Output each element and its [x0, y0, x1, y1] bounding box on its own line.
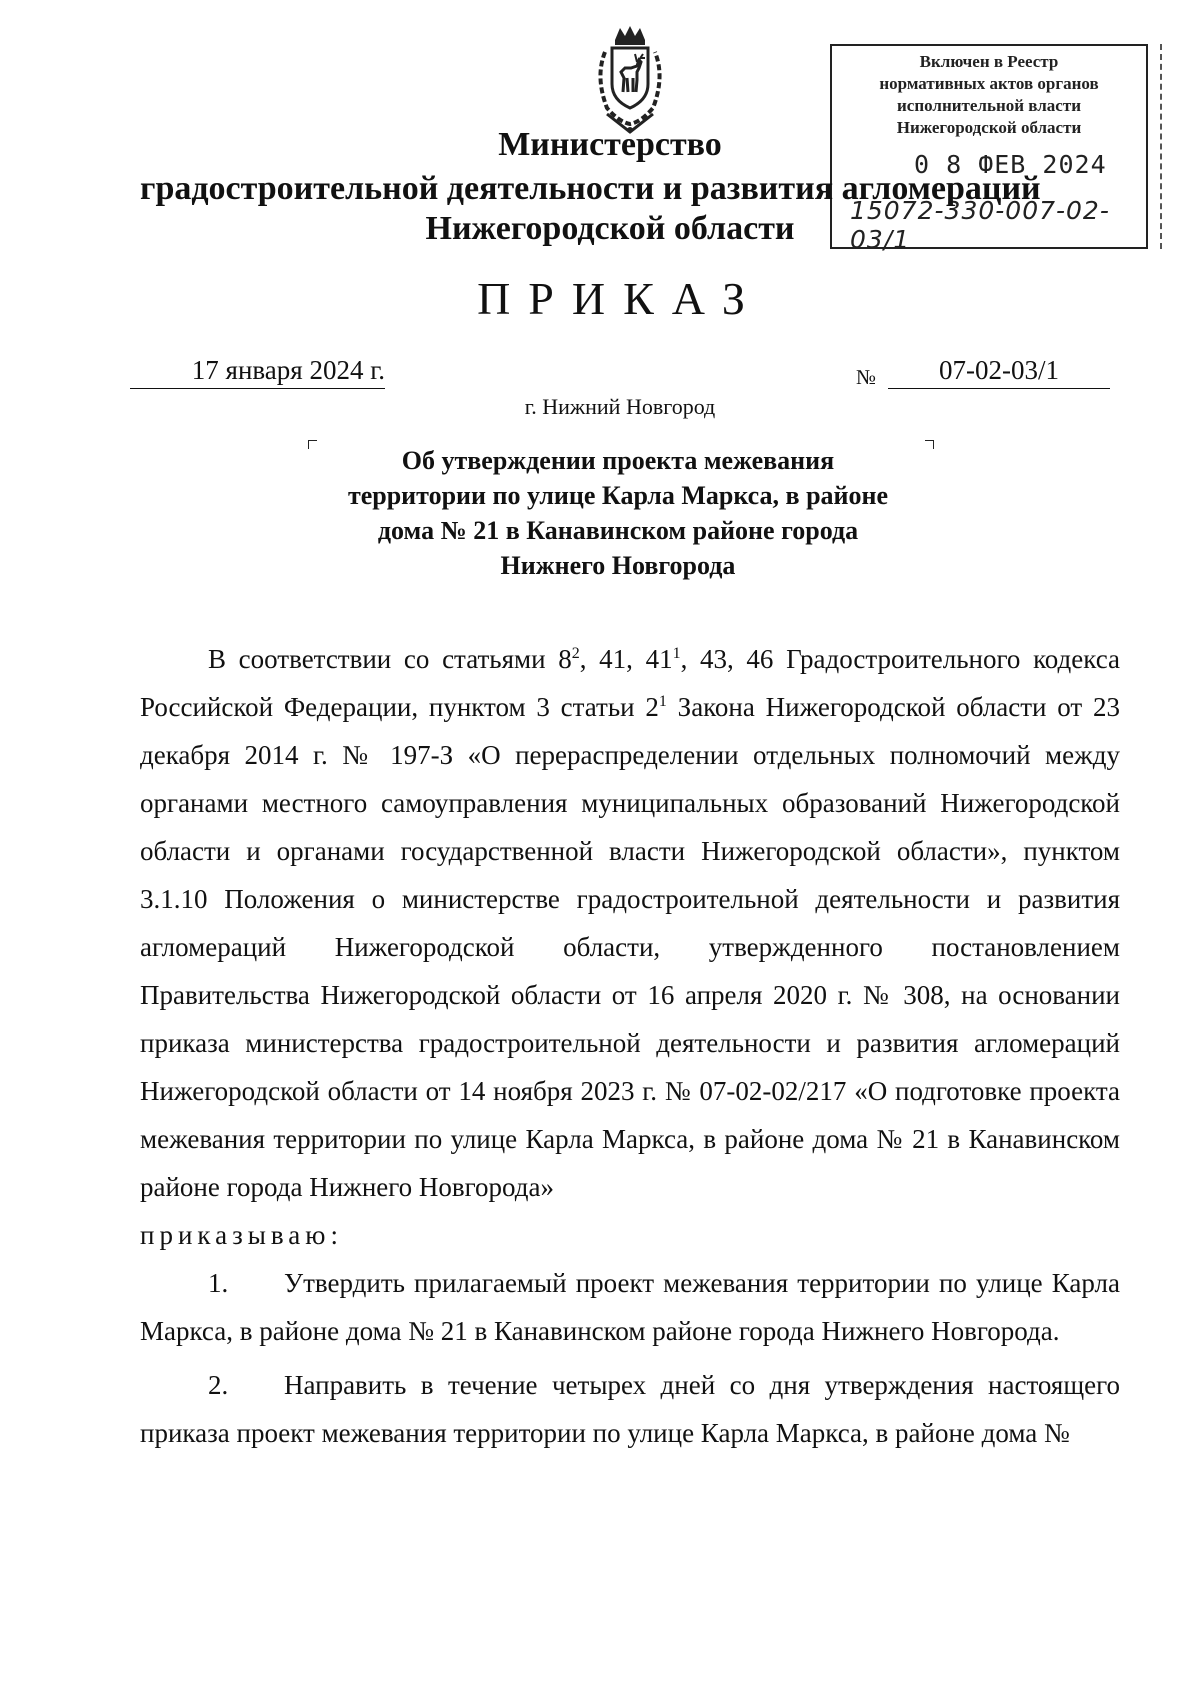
subject-line: территории по улице Карла Маркса, в районе [347, 481, 889, 510]
order-item-number: 1. [208, 1268, 229, 1298]
stamp-line: Нижегородской области [896, 118, 1082, 137]
order-item-number: 2. [208, 1370, 229, 1400]
order-item [140, 1361, 1120, 1457]
document-subject [0, 443, 1200, 583]
order-verb: приказываю: [140, 1220, 343, 1250]
order-item-text: Утвердить прилагаемый проект межевания территории по улице Карла Маркса, в районе дома № 21 в Канавинском районе города Нижнего Новгорода. [140, 1268, 1120, 1346]
stamp-line: нормативных актов органов [879, 74, 1099, 93]
order-item [140, 1259, 1120, 1355]
subject-line: Нижнего Новгорода [500, 551, 736, 580]
subject-line: дома № 21 в Канавинском районе города [377, 516, 859, 545]
number-sign: № [856, 365, 877, 389]
preamble-paragraph: В соответствии со статьями $8^2$, 41, $41^1$, 43, 46 Градостроительного кодекса Российской Федерации, пунктом 3 статьи $2^1$ Закона Нижегородской области от 23 декабря 2014 г. № 197-З «О перераспределении отдельных полномочий между органами местного самоуправления муниципальных образований Нижегородской области и органами государственной власти Нижегородской области», пунктом 3.1.10 Положения о министерстве градостроительной деятельности и развития агломераций Нижегородской области, утвержденного постановлением Правительства Нижегородской области от 16 апреля 2020 г. № 308, на основании приказа министерства градостроительной деятельности и развития агломераций Нижегородской области от 14 ноября 2023 г. № 07-02-02/217 «О подготовке проекта межевания территории по улице Карла Маркса, в районе дома № 21 в Канавинском районе города Нижнего Новгорода» [140, 644, 1120, 1202]
ministry-name-line1: Министерство [498, 126, 722, 163]
document-city: г. Нижний Новгород [524, 394, 716, 419]
document-body [140, 635, 1120, 1457]
ministry-name-line2: градостроительной деятельности и развития агломераций [140, 170, 1041, 207]
subject-line: Об утверждении проекта межевания [401, 446, 835, 475]
document-date: 17 января 2024 г. [130, 355, 385, 389]
stamp-line: исполнительной власти [897, 96, 1081, 115]
stamp-registration-number: 15072-330-007-02-03/1 [850, 196, 1110, 254]
coat-of-arms-emblem [585, 22, 675, 140]
order-item-text: Направить в течение четырех дней со дня утверждения настоящего приказа проект межевания территории по улице Карла Маркса, в районе дома № [140, 1370, 1120, 1448]
stamp-date: 0 8 ФЕВ 2024 [914, 150, 1107, 179]
stamp-line: Включен в Реестр [919, 52, 1059, 71]
document-number: 07-02-03/1 [888, 355, 1110, 389]
document-type-title: ПРИКАЗ [477, 273, 763, 324]
ministry-name-line3: Нижегородской области [425, 210, 795, 247]
